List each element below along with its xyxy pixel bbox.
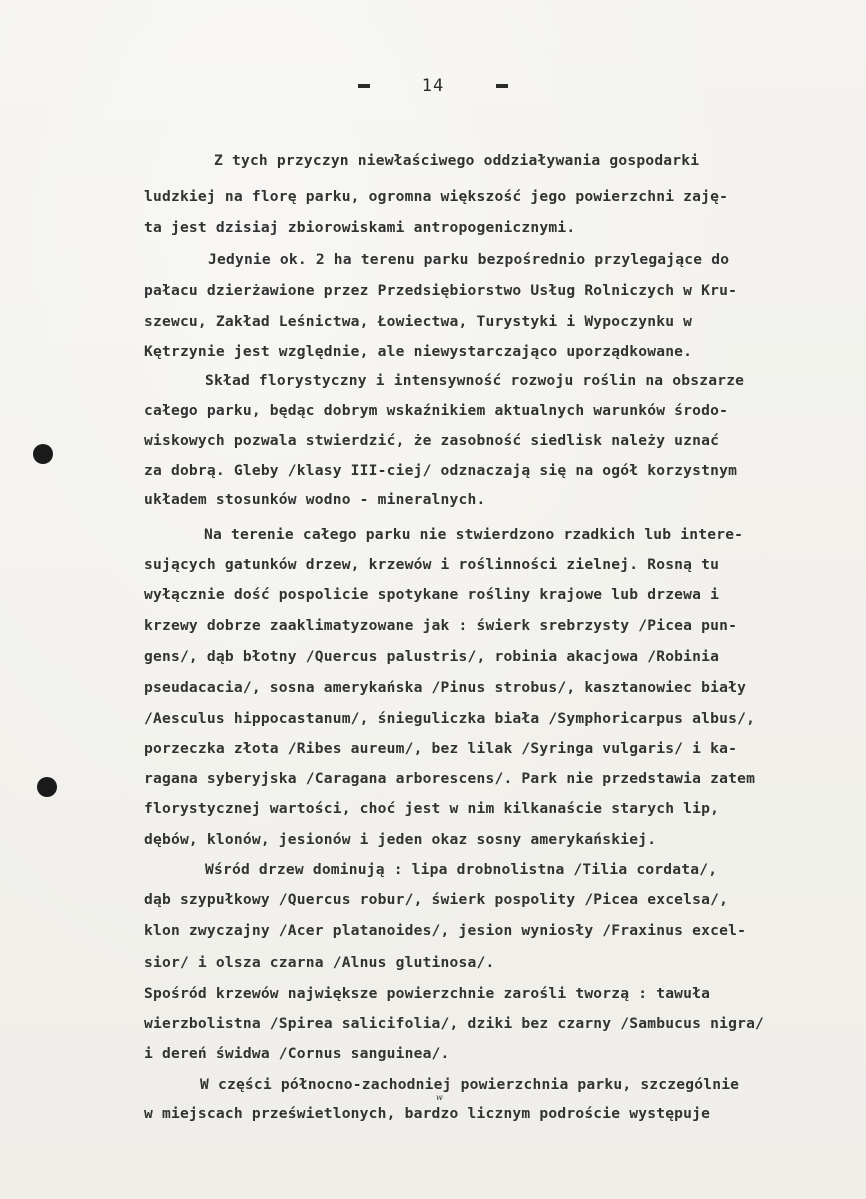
text-line: ludzkiej na florę parku, ogromna większość jego powierzchni zaję- — [144, 188, 729, 205]
text-line: ragana syberyjska /Caragana arborescens/. Park nie przedstawia zatem — [144, 770, 756, 787]
text-line: /Aesculus hippocastanum/, śnieguliczka biała /Symphoricarpus albus/, — [144, 710, 756, 727]
text-line: gens/, dąb błotny /Quercus palustris/, robinia akacjowa /Robinia — [144, 648, 720, 665]
punch-hole-lower — [37, 777, 57, 797]
text-line: za dobrą. Gleby /klasy III-ciej/ odznaczają się na ogół korzystnym — [144, 462, 738, 479]
text-line: porzeczka złota /Ribes aureum/, bez lilak /Syringa vulgaris/ i ka- — [144, 740, 738, 757]
text-line: i dereń świdwa /Cornus sanguinea/. — [144, 1045, 450, 1062]
text-line: Spośród krzewów największe powierzchnie zarośli tworzą : tawuła — [144, 985, 711, 1002]
text-line: Jedynie ok. 2 ha terenu parku bezpośrednio przylegające do — [208, 251, 730, 268]
text-line: dąb szypułkowy /Quercus robur/, świerk pospolity /Picea excelsa/, — [144, 891, 729, 908]
text-line: całego parku, będąc dobrym wskaźnikiem aktualnych warunków środo- — [144, 402, 729, 419]
text-line: Wśród drzew dominują : lipa drobnolistna /Tilia cordata/, — [205, 861, 718, 878]
punch-hole-upper — [33, 444, 53, 464]
page-number-dash-right — [496, 84, 508, 88]
text-line: klon zwyczajny /Acer platanoides/, jesion wyniosły /Fraxinus excel- — [144, 922, 747, 939]
text-line: Na terenie całego parku nie stwierdzono rzadkich lub intere- — [204, 526, 744, 543]
page-number-value: 14 — [421, 76, 445, 96]
text-line: dębów, klonów, jesionów i jeden okaz sosny amerykańskiej. — [144, 831, 657, 848]
text-line: Skład florystyczny i intensywność rozwoju roślin na obszarze — [205, 372, 745, 389]
text-line: pseudacacia/, sosna amerykańska /Pinus strobus/, kasztanowiec biały — [144, 679, 747, 696]
text-line: sior/ i olsza czarna /Alnus glutinosa/. — [144, 954, 495, 971]
text-line: wyłącznie dość pospolicie spotykane rośliny krajowe lub drzewa i — [144, 586, 720, 603]
text-line: krzewy dobrze zaaklimatyzowane jak : świerk srebrzysty /Picea pun- — [144, 617, 738, 634]
page-number — [0, 76, 866, 96]
text-line: ta jest dzisiaj zbiorowiskami antropogenicznymi. — [144, 219, 576, 236]
text-line: Kętrzynie jest względnie, ale niewystarczająco uporządkowane. — [144, 343, 693, 360]
text-line: układem stosunków wodno - mineralnych. — [144, 491, 486, 508]
text-line: wierzbolistna /Spirea salicifolia/, dziki bez czarny /Sambucus nigra/ — [144, 1015, 765, 1032]
text-line: wiskowych pozwala stwierdzić, że zasobność siedlisk należy uznać — [144, 432, 720, 449]
text-line: szewcu, Zakład Leśnictwa, Łowiectwa, Turystyki i Wypoczynku w — [144, 313, 693, 330]
text-line: Z tych przyczyn niewłaściwego oddziaływania gospodarki — [214, 152, 700, 169]
text-line: pałacu dzierżawione przez Przedsiębiorstwo Usług Rolniczych w Kru- — [144, 282, 738, 299]
handwritten-insert-mark: w — [436, 1093, 443, 1102]
page-number-dash-left — [358, 84, 370, 88]
text-line: W części północno-zachodniej powierzchnia parku, szczególnie — [200, 1076, 740, 1093]
text-line: w miejscach prześwietlonych, bardzo licznym podroście występuje — [144, 1105, 711, 1122]
text-line: florystycznej wartości, choć jest w nim kilkanaście starych lip, — [144, 800, 720, 817]
text-line: sujących gatunków drzew, krzewów i roślinności zielnej. Rosną tu — [144, 556, 720, 573]
